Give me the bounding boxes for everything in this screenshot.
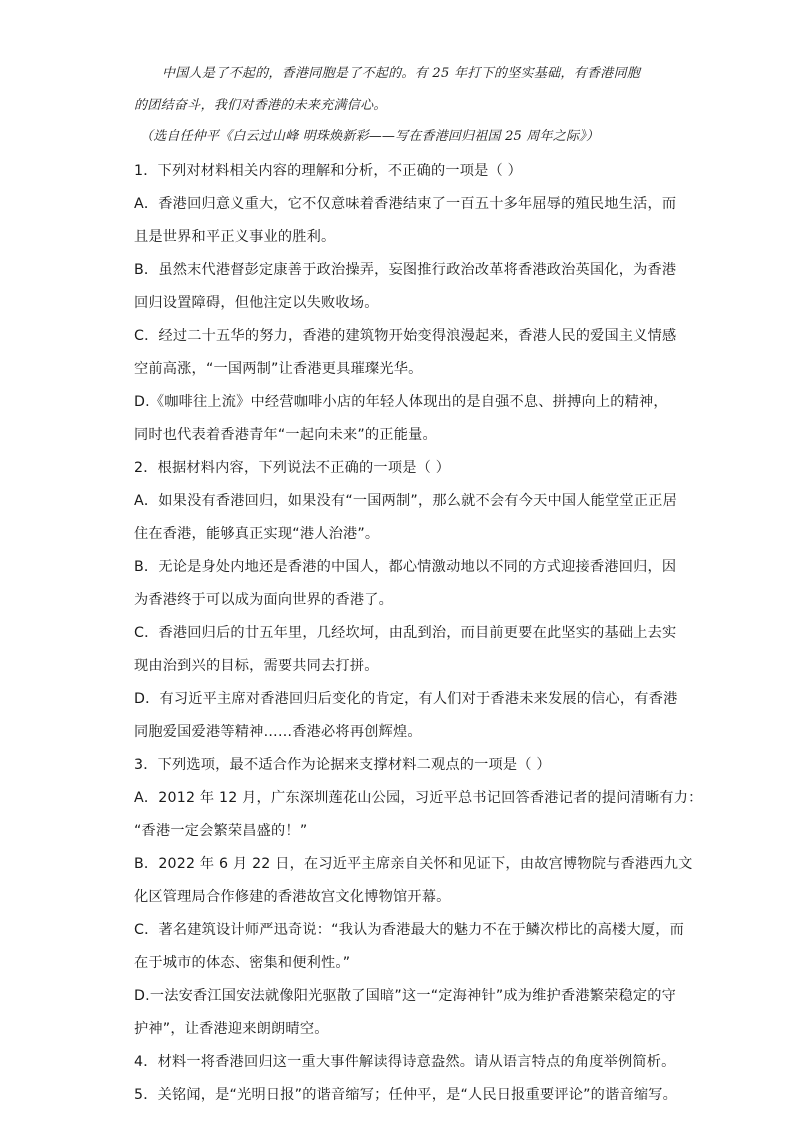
q2-option-d-line-1: D．有习近平主席对香港回归后变化的肯定，有人们对于香港未来发展的信心，有香港 <box>134 691 678 707</box>
q1-option-b-line-1: B．虽然末代港督彭定康善于政治操弄，妄图推行政治改革将香港政治英国化，为香港 <box>134 262 677 278</box>
q3-option-b-line-1: B．2022 年 6 月 22 日，在习近平主席亲自关怀和见证下，由故宫博物院与香港西九文 <box>134 856 693 872</box>
question-3-stem: 3．下列选项，最不适合作为论据来支撑材料二观点的一项是（ ） <box>134 757 551 773</box>
q1-option-c-line-1: C．经过二十五华的努力，香港的建筑物开始变得浪漫起来，香港人民的爱国主义情感 <box>134 328 677 344</box>
q2-option-b-line-2: 为香港终于可以成为面向世界的香港了。 <box>134 592 393 608</box>
q3-option-c-line-2: 在于城市的体态、密集和便利性。” <box>134 955 351 971</box>
q3-option-c-line-1: C．著名建筑设计师严迅奇说：“我认为香港最大的魅力不在于鳞次栉比的高楼大厦，而 <box>134 922 684 938</box>
source-citation: （选自任仲平《白云过山峰 明珠焕新彩——写在香港回归祖国 25 周年之际》） <box>140 129 600 144</box>
question-1-stem: 1．下列对材料相关内容的理解和分析，不正确的一项是（ ） <box>134 163 523 179</box>
q2-option-d-line-2: 同胞爱国爱港等精神……香港必将再创辉煌。 <box>134 724 422 740</box>
q2-option-c-line-2: 现由治到兴的目标，需要共同去打拼。 <box>134 658 379 674</box>
q1-option-d-line-1: D.《咖啡往上流》中经营咖啡小店的年轻人体现出的是自强不息、拼搏向上的精神， <box>134 394 668 410</box>
question-4-stem: 4．材料一将香港回归这一重大事件解读得诗意盎然。请从语言特点的角度举例简析。 <box>134 1054 676 1070</box>
q1-option-a-line-1: A．香港回归意义重大，它不仅意味着香港结束了一百五十多年屈辱的殖民地生活，而 <box>134 196 677 212</box>
q2-option-a-line-2: 住在香港，能够真正实现“港人治港”。 <box>134 526 380 542</box>
q1-option-a-line-2: 且是世界和平正义事业的胜利。 <box>134 229 336 245</box>
q1-option-c-line-2: 空前高涨，“一国两制”让香港更具璀璨光华。 <box>134 361 423 377</box>
q2-option-c-line-1: C．香港回归后的廿五年里，几经坎坷，由乱到治，而目前更要在此坚实的基础上去实 <box>134 625 677 641</box>
q3-option-b-line-2: 化区管理局合作修建的香港故宫文化博物馆开幕。 <box>134 889 451 905</box>
q2-option-b-line-1: B．无论是身处内地还是香港的中国人，都心情激动地以不同的方式迎接香港回归，因 <box>134 559 677 575</box>
q3-option-d-line-2: 护神”，让香港迎来朗朗晴空。 <box>134 1021 329 1037</box>
question-5-stem: 5．关铭闻，是“光明日报”的谐音缩写；任仲平，是“人民日报重要评论”的谐音缩写。 <box>134 1087 677 1103</box>
q1-option-d-line-2: 同时也代表着香港青年“一起向未来”的正能量。 <box>134 427 437 443</box>
q2-option-a-line-1: A．如果没有香港回归，如果没有“一国两制”，那么就不会有今天中国人能堂堂正正居 <box>134 493 677 509</box>
intro-line-1: 中国人是了不起的，香港同胞是了不起的。有 25 年打下的坚实基础，有香港同胞 <box>162 66 641 81</box>
intro-line-2: 的团结奋斗，我们对香港的未来充满信心。 <box>134 98 387 113</box>
question-2-stem: 2．根据材料内容，下列说法不正确的一项是（ ） <box>134 460 451 476</box>
q1-option-b-line-2: 回归设置障碍，但他注定以失败收场。 <box>134 295 379 311</box>
q3-option-a-line-2: “香港一定会繁荣昌盛的！” <box>134 823 308 839</box>
q3-option-d-line-1: D.一法安香江国安法就像阳光驱散了国暗”这一“定海神针”成为维护香港繁荣稳定的守 <box>134 988 677 1004</box>
q3-option-a-line-1: A．2012 年 12 月，广东深圳莲花山公园，习近平总书记回答香港记者的提问清晰有力： <box>134 790 703 806</box>
